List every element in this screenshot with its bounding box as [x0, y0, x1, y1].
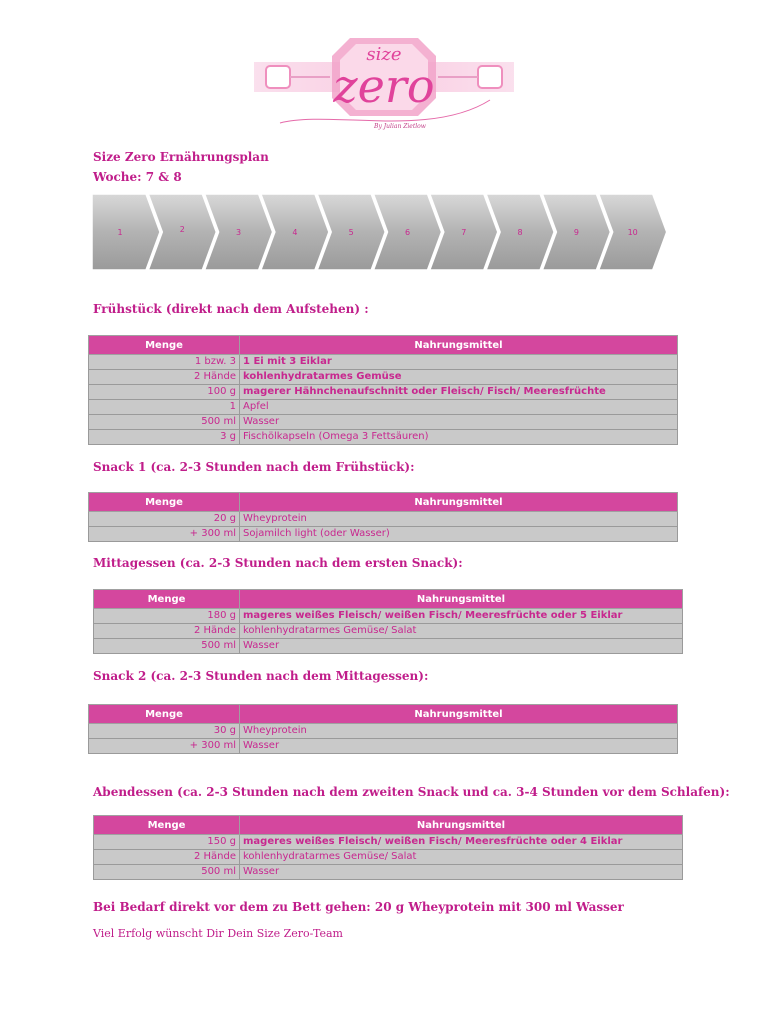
chevron-step-label: 10 [627, 228, 638, 237]
column-header-food: Nahrungsmittel [240, 336, 678, 355]
meal-table [88, 704, 678, 754]
table-row [89, 355, 678, 370]
chevron-step-label: 9 [573, 228, 579, 237]
food-cell: Fischölkapseln (Omega 3 Fettsäuren) [240, 430, 678, 445]
amount-cell: 2 Hände [89, 370, 240, 385]
logo-main-text: zero [333, 59, 435, 113]
table-row [94, 850, 683, 865]
food-cell: mageres weißes Fleisch/ weißen Fisch/ Meeresfrüchte oder 4 Eiklar [240, 835, 683, 850]
column-header-amount: Menge [94, 590, 240, 609]
food-cell: Wasser [240, 415, 678, 430]
food-cell: kohlenhydratarmes Gemüse [240, 370, 678, 385]
food-cell: Wheyprotein [240, 724, 678, 739]
table-row [89, 400, 678, 415]
table-row [89, 527, 678, 542]
table-row [94, 639, 683, 654]
chevron-step-label: 2 [179, 225, 185, 234]
column-header-amount: Menge [89, 336, 240, 355]
week-progress-chevrons [92, 194, 672, 272]
table-row [89, 512, 678, 527]
closing-note: Viel Erfolg wünscht Dir Dein Size Zero-Team [93, 927, 343, 940]
amount-cell: 180 g [94, 609, 240, 624]
table-row [94, 865, 683, 880]
size-zero-logo [250, 28, 518, 136]
chevron-step-label: 3 [236, 228, 242, 237]
amount-cell: 100 g [89, 385, 240, 400]
amount-cell: 2 Hände [94, 624, 240, 639]
chevron-step-label: 5 [348, 228, 354, 237]
food-cell: Wasser [240, 639, 683, 654]
table-row [94, 624, 683, 639]
column-header-food: Nahrungsmittel [240, 493, 678, 512]
plan-title: Size Zero Ernährungsplan [93, 150, 269, 164]
column-header-food: Nahrungsmittel [240, 705, 678, 724]
table-row [89, 430, 678, 445]
amount-cell: 500 ml [94, 639, 240, 654]
amount-cell: 1 [89, 400, 240, 415]
column-header-food: Nahrungsmittel [240, 590, 683, 609]
food-cell: kohlenhydratarmes Gemüse/ Salat [240, 624, 683, 639]
week-label: Woche: 7 & 8 [93, 170, 182, 184]
amount-cell: 500 ml [89, 415, 240, 430]
meal-table [93, 589, 683, 654]
chevron-step-1 [92, 194, 160, 270]
amount-cell: 500 ml [94, 865, 240, 880]
table-row [89, 724, 678, 739]
chevron-step-label: 4 [292, 228, 298, 237]
bedtime-note: Bei Bedarf direkt vor dem zu Bett gehen: 20 g Wheyprotein mit 300 ml Wasser [93, 900, 624, 914]
meal-table [88, 335, 678, 445]
meal-heading: Abendessen (ca. 2-3 Stunden nach dem zweiten Snack und ca. 3-4 Stunden vor dem Schlafen): [93, 785, 730, 799]
table-row [89, 385, 678, 400]
chevron-step-label: 7 [461, 228, 467, 237]
amount-cell: + 300 ml [89, 739, 240, 754]
table-row [89, 739, 678, 754]
amount-cell: 3 g [89, 430, 240, 445]
meal-heading: Mittagessen (ca. 2-3 Stunden nach dem ersten Snack): [93, 556, 463, 570]
amount-cell: + 300 ml [89, 527, 240, 542]
logo-top-text: size [366, 44, 402, 65]
food-cell: mageres weißes Fleisch/ weißen Fisch/ Meeresfrüchte oder 5 Eiklar [240, 609, 683, 624]
food-cell: 1 Ei mit 3 Eiklar [240, 355, 678, 370]
food-cell: Wheyprotein [240, 512, 678, 527]
amount-cell: 1 bzw. 3 [89, 355, 240, 370]
chevron-step-label: 6 [404, 228, 411, 237]
table-row [89, 370, 678, 385]
meal-table [93, 815, 683, 880]
table-row [94, 835, 683, 850]
table-row [89, 415, 678, 430]
meal-heading: Snack 1 (ca. 2-3 Stunden nach dem Frühstück): [93, 460, 415, 474]
food-cell: Apfel [240, 400, 678, 415]
food-cell: Wasser [240, 865, 683, 880]
food-cell: magerer Hähnchenaufschnitt oder Fleisch/ Fisch/ Meeresfrüchte [240, 385, 678, 400]
column-header-amount: Menge [89, 705, 240, 724]
column-header-food: Nahrungsmittel [240, 816, 683, 835]
chevron-step-label: 8 [517, 228, 523, 237]
column-header-amount: Menge [94, 816, 240, 835]
column-header-amount: Menge [89, 493, 240, 512]
amount-cell: 30 g [89, 724, 240, 739]
amount-cell: 150 g [94, 835, 240, 850]
amount-cell: 2 Hände [94, 850, 240, 865]
food-cell: Wasser [240, 739, 678, 754]
food-cell: kohlenhydratarmes Gemüse/ Salat [240, 850, 683, 865]
meal-heading: Snack 2 (ca. 2-3 Stunden nach dem Mittagessen): [93, 669, 429, 683]
meal-table [88, 492, 678, 542]
logo-sub-text: By Julian Zietlow [374, 123, 426, 130]
chevron-step-label: 1 [117, 228, 123, 237]
table-row [94, 609, 683, 624]
amount-cell: 20 g [89, 512, 240, 527]
meal-heading: Frühstück (direkt nach dem Aufstehen) : [93, 302, 369, 316]
food-cell: Sojamilch light (oder Wasser) [240, 527, 678, 542]
